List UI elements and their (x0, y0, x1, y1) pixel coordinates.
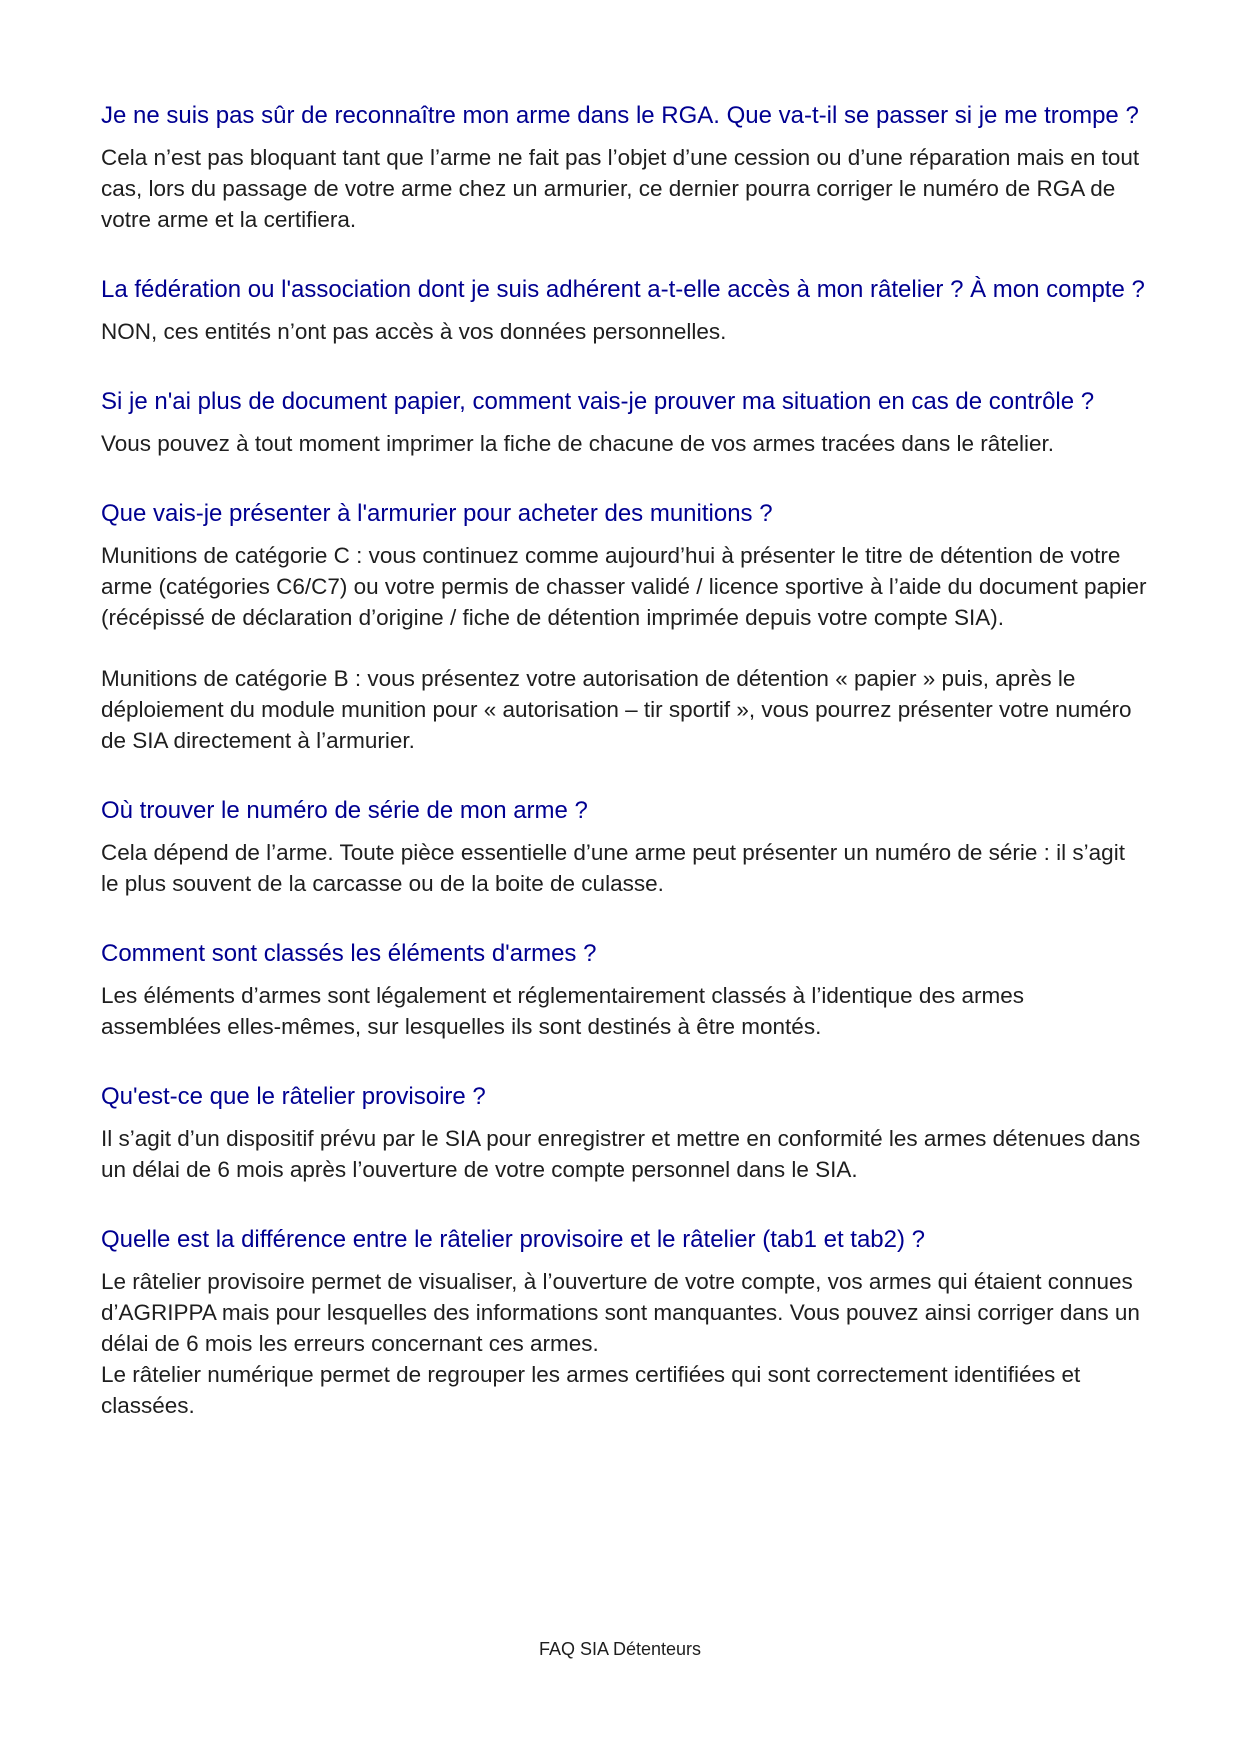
faq-item-rack-difference (101, 1224, 1147, 1421)
faq-question: Où trouver le numéro de série de mon arme ? (101, 797, 588, 824)
faq-question: Si je n'ai plus de document papier, comment vais-je prouver ma situation en cas de contrôle ? (101, 388, 1095, 415)
faq-page (101, 100, 1147, 1460)
faq-answer (101, 142, 1147, 235)
faq-question: Je ne suis pas sûr de reconnaître mon arme dans le RGA. Que va-t-il se passer si je me trompe ? (101, 102, 1139, 129)
faq-item-buy-ammunition (101, 498, 1147, 756)
faq-answer (101, 428, 1147, 459)
faq-answer-paragraph: Vous pouvez à tout moment imprimer la fiche de chacune de vos armes tracées dans le râtelier. (101, 431, 1054, 456)
faq-item-prove-situation (101, 386, 1147, 459)
faq-answer-paragraph: NON, ces entités n’ont pas accès à vos données personnelles. (101, 319, 727, 344)
faq-answer (101, 540, 1147, 756)
faq-question: Comment sont classés les éléments d'armes ? (101, 940, 597, 967)
faq-answer (101, 980, 1147, 1042)
faq-item-provisional-rack (101, 1081, 1147, 1185)
faq-item-serial-number (101, 795, 1147, 899)
page-footer: FAQ SIA Détenteurs (538, 1639, 702, 1659)
faq-answer-paragraph: Il s’agit d’un dispositif prévu par le SIA pour enregistrer et mettre en conformité les armes détenues dans un délai de 6 mois après l’ouverture de votre compte personnel dans le SIA. (101, 1126, 1141, 1182)
faq-question: La fédération ou l'association dont je suis adhérent a-t-elle accès à mon râtelier ? À mon compte ? (101, 276, 1145, 303)
faq-answer (101, 316, 1147, 347)
faq-answer-paragraph: Cela dépend de l’arme. Toute pièce essentielle d’une arme peut présenter un numéro de série : il s’agit le plus souvent de la carcasse ou de la boite de culasse. (101, 840, 1125, 896)
faq-question: Quelle est la différence entre le râtelier provisoire et le râtelier (tab1 et tab2) ? (101, 1226, 925, 1253)
faq-answer (101, 837, 1147, 899)
faq-item-rga-error (101, 100, 1147, 235)
faq-question: Que vais-je présenter à l'armurier pour acheter des munitions ? (101, 500, 773, 527)
faq-item-federation-access (101, 274, 1147, 347)
faq-answer-paragraph: Cela n’est pas bloquant tant que l’arme ne fait pas l’objet d’une cession ou d’une réparation mais en tout cas, lors du passage de votre arme chez un armurier, ce dernier pourra corriger le numéro de RGA de votre arme et la certifiera. (101, 145, 1140, 232)
faq-answer-paragraph-category-b: Munitions de catégorie B : vous présentez votre autorisation de détention « papier » puis, après le déploiement du module munition pour « autorisation – tir sportif », vous pourrez présenter votre numéro de SIA directement à l’armurier. (101, 666, 1132, 753)
faq-answer (101, 1123, 1147, 1185)
faq-answer-paragraph: Les éléments d’armes sont légalement et réglementairement classés à l’identique des armes assemblées elles-mêmes, sur lesquelles ils sont destinés à être montés. (101, 983, 1024, 1039)
faq-answer (101, 1266, 1147, 1421)
faq-question: Qu'est-ce que le râtelier provisoire ? (101, 1083, 486, 1110)
faq-answer-paragraph: Le râtelier provisoire permet de visualiser, à l’ouverture de votre compte, vos armes qui étaient connues d’AGRIPPA mais pour lesquelles des informations sont manquantes. Vous pouvez ainsi corriger dans un délai de 6 mois les erreurs concernant ces armes. Le râtelier numérique permet de regrouper les armes certifiées qui sont correctement identifiées et classées. (101, 1269, 1140, 1418)
faq-answer-paragraph-category-c: Munitions de catégorie C : vous continuez comme aujourd’hui à présenter le titre de détention de votre arme (catégories C6/C7) ou votre permis de chasser validé / licence sportive à l’aide du document papier (récépissé de déclaration d’origine / fiche de détention imprimée depuis votre compte SIA). (101, 543, 1147, 630)
faq-item-weapon-parts (101, 938, 1147, 1042)
